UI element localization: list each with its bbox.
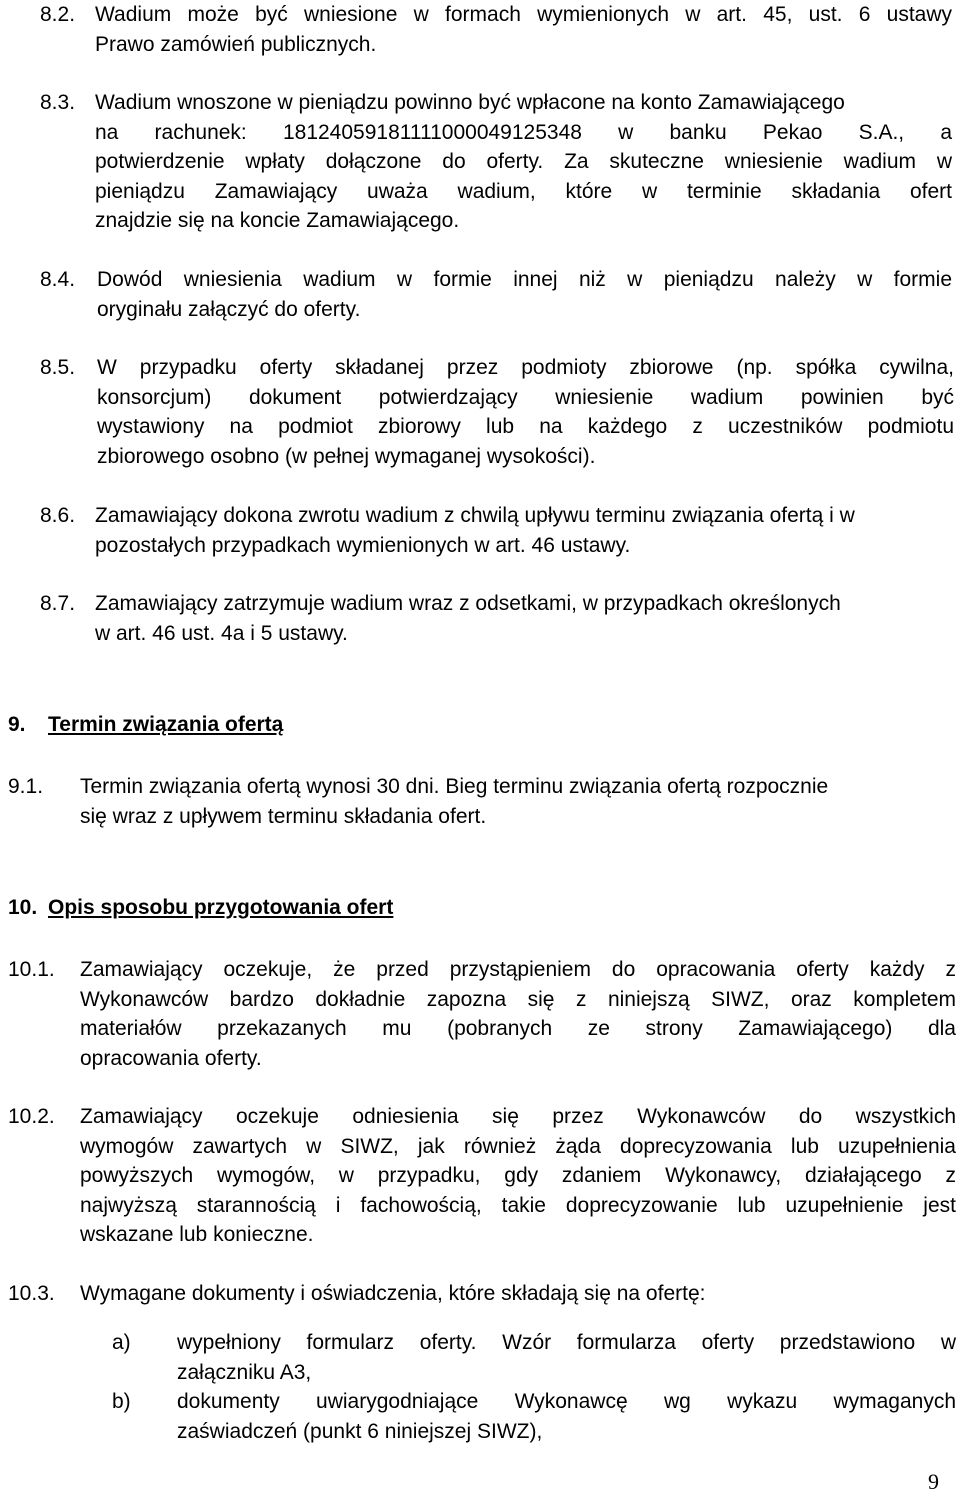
paragraph-9-1: [8, 772, 958, 832]
text-line: dokumenty uwiarygodniające Wykonawcę wg wykazu wymaganych: [177, 1390, 956, 1413]
text-line: Zamawiający oczekuje odniesienia się przez Wykonawców do wszystkich: [80, 1105, 956, 1128]
text-line: wystawiony na podmiot zbiorowy lub na każdego z uczestników podmiotu: [97, 415, 954, 438]
paragraph-number: 8.2.: [40, 3, 76, 26]
text-line: powyższych wymogów, w przypadku, gdy zdaniem Wykonawcy, działającego z: [80, 1164, 956, 1187]
text-line: Zamawiający zatrzymuje wadium wraz z odsetkami, w przypadkach określonych: [95, 592, 841, 615]
paragraph-8-6: [40, 501, 956, 561]
text-line: opracowania oferty.: [80, 1046, 262, 1070]
paragraph-8-4: [40, 265, 952, 325]
text-line: Wymagane dokumenty i oświadczenia, które składają się na ofertę:: [80, 1282, 706, 1305]
text-line: zbiorowego osobno (w pełnej wymaganej wysokości).: [97, 444, 596, 468]
page-number: 9: [928, 1469, 939, 1494]
text-line: zaświadczeń (punkt 6 niniejszej SIWZ),: [177, 1419, 543, 1443]
paragraph-10-2: [8, 1102, 956, 1250]
paragraph-number: 10.1.: [8, 958, 55, 981]
paragraph-8-2: [40, 0, 952, 60]
paragraph-number: 8.3.: [40, 91, 76, 114]
paragraph-10-3: [8, 1279, 956, 1309]
list-marker: b): [112, 1390, 131, 1413]
text-line: oryginału załączyć do oferty.: [97, 297, 361, 321]
list-marker: a): [112, 1331, 131, 1354]
text-line: konsorcjum) dokument potwierdzający wniesienie wadium powinien być: [97, 385, 954, 409]
text-line: materiałów przekazanych mu (pobranych ze strony Zamawiającego) dla: [80, 1017, 956, 1040]
text-line: Dowód wniesienia wadium w formie innej niż w pieniądzu należy w formie: [97, 268, 952, 291]
text-line: na rachunek: 18124059181111000049125348 w banku Pekao S.A., a: [95, 120, 952, 144]
text-line: Zamawiający oczekuje, że przed przystąpieniem do opracowania oferty każdy z: [80, 958, 956, 981]
list-item-a: [112, 1328, 956, 1388]
paragraph-number: 10.3.: [8, 1282, 55, 1305]
list-item-b: [112, 1387, 956, 1447]
text-line: Termin związania ofertą wynosi 30 dni. Bieg terminu związania ofertą rozpocznie: [80, 775, 829, 798]
paragraph-10-1: [8, 955, 956, 1073]
paragraph-number: 10.2.: [8, 1105, 55, 1128]
text-line: znajdzie się na koncie Zamawiającego.: [95, 209, 460, 232]
text-line: Zamawiający dokona zwrotu wadium z chwilą upływu terminu związania ofertą i w: [95, 504, 855, 527]
section-heading-10: [8, 893, 488, 923]
heading-title: Termin związania ofertą: [48, 713, 284, 736]
text-line: potwierdzenie wpłaty dołączone do oferty. Za skuteczne wniesienie wadium w: [95, 150, 952, 173]
paragraph-number: 9.1.: [8, 775, 44, 798]
text-line: Wykonawców bardzo dokładnie zapozna się z niniejszą SIWZ, oraz kompletem: [80, 987, 956, 1011]
paragraph-number: 8.5.: [40, 356, 76, 379]
heading-number: 9.: [8, 713, 26, 736]
text-line: pieniądzu Zamawiający uważa wadium, które w terminie składania ofert: [95, 179, 952, 203]
paragraph-8-3: [40, 88, 952, 236]
text-line: Wadium wnoszone w pieniądzu powinno być wpłacone na konto Zamawiającego: [95, 91, 845, 114]
text-line: pozostałych przypadkach wymienionych w art. 46 ustawy.: [95, 533, 631, 557]
text-line: Wadium może być wniesione w formach wymienionych w art. 45, ust. 6 ustawy: [95, 3, 952, 26]
paragraph-number: 8.7.: [40, 592, 76, 615]
text-line: W przypadku oferty składanej przez podmioty zbiorowe (np. spółka cywilna,: [97, 356, 954, 379]
paragraph-number: 8.4.: [40, 268, 76, 291]
text-line: Prawo zamówień publicznych.: [95, 32, 377, 56]
section-heading-9: [8, 710, 408, 740]
text-line: załączniku A3,: [177, 1360, 312, 1384]
paragraph-8-7: [40, 589, 952, 649]
text-line: najwyższą starannością i fachowością, takie doprecyzowanie lub uzupełnienie jest: [80, 1193, 956, 1217]
heading-title: Opis sposobu przygotowania ofert: [48, 896, 394, 919]
text-line: wymogów zawartych w SIWZ, jak również żąda doprecyzowania lub uzupełnienia: [80, 1134, 956, 1158]
heading-number: 10.: [8, 896, 38, 919]
paragraph-number: 8.6.: [40, 504, 76, 527]
text-line: się wraz z upływem terminu składania ofert.: [80, 804, 487, 828]
paragraph-8-5: [40, 353, 954, 471]
text-line: wskazane lub konieczne.: [80, 1223, 314, 1246]
text-line: w art. 46 ust. 4a i 5 ustawy.: [95, 621, 348, 645]
text-line: wypełniony formularz oferty. Wzór formularza oferty przedstawiono w: [177, 1331, 956, 1354]
